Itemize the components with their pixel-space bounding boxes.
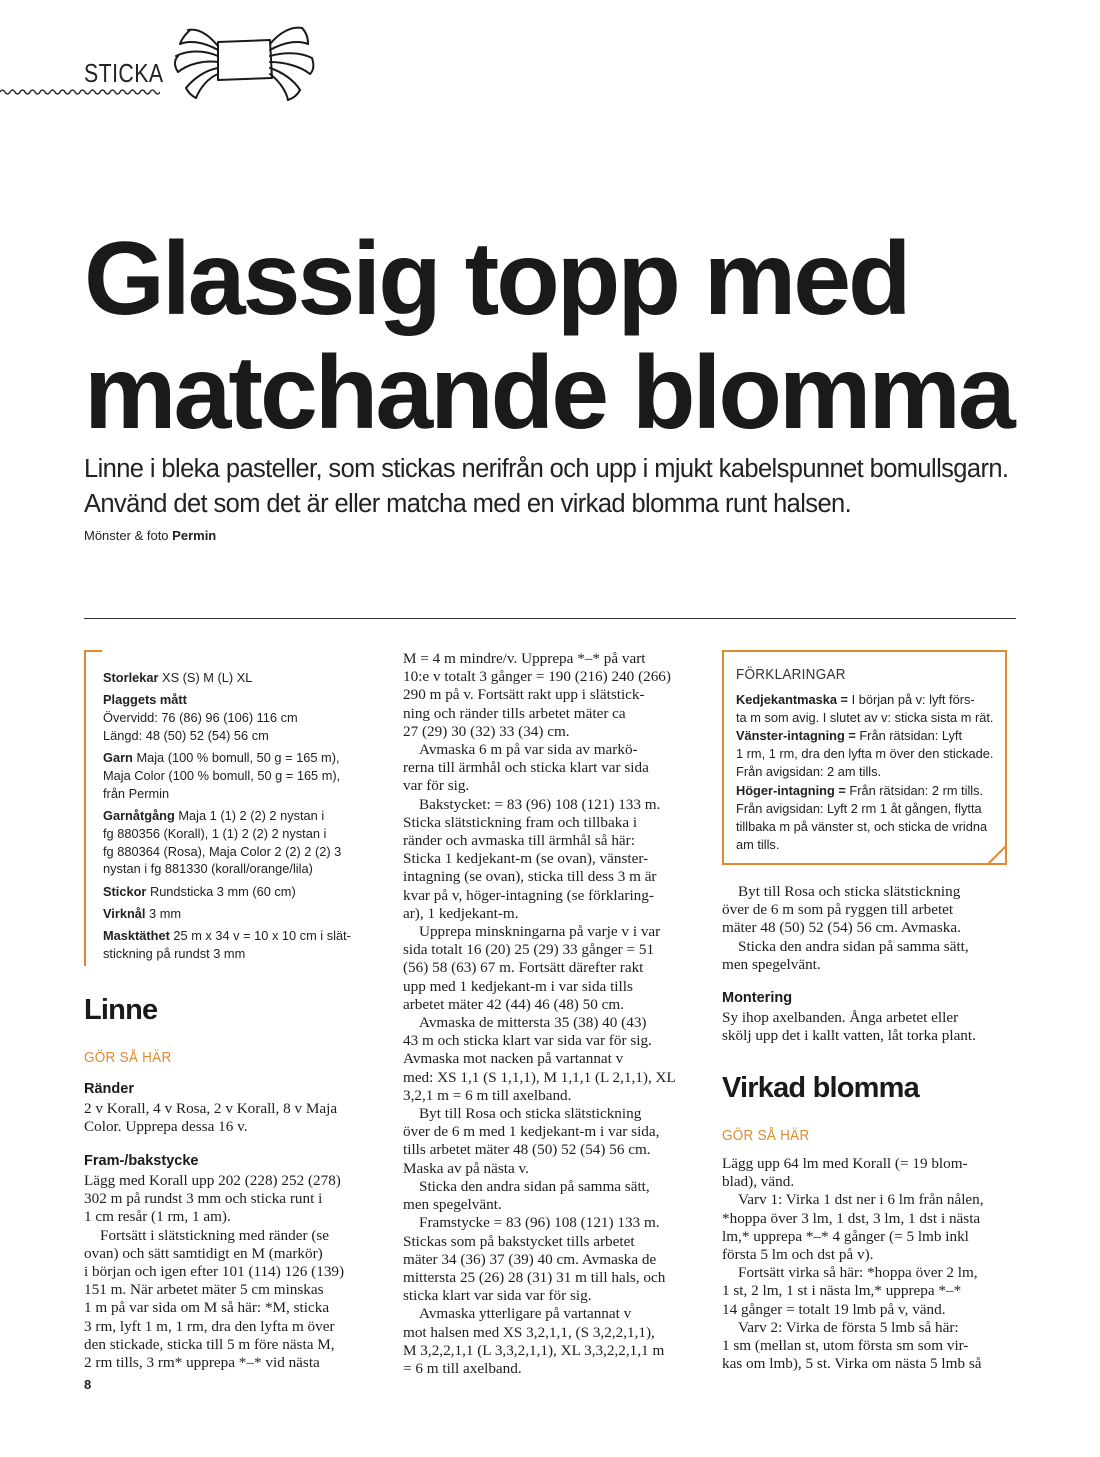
explanation-hoger-intagning: Höger-intagning = Från rätsidan: 2 rm tills. Från avigsidan: Lyft 2 rm 1 åt gången, flytta tillbaka m på vänster st, och sticka de vridna am tills. bbox=[736, 782, 988, 852]
linne-how-to-heading: GÖR SÅ HÄR bbox=[84, 1049, 172, 1066]
stripes-heading: Ränder bbox=[84, 1081, 134, 1097]
title-line: matchande blomma bbox=[84, 335, 1013, 451]
column-3-text: Byt till Rosa och sticka slätstickning över de 6 m som på ryggen till arbetet mäter 48 (50) 52 (54) 56 cm. Avmaska. Sticka den andra sidan på samma sätt, men spegelvänt. bbox=[722, 883, 969, 973]
explanation-kedjekant: Kedjekantmaska = I början på v: lyft förs- ta m som avig. I slutet av v: sticka sista m rät. bbox=[736, 692, 994, 726]
credit-name: Permin bbox=[172, 528, 217, 543]
assembly-text: Sy ihop axelbanden. Ånga arbetet eller skölj upp det i kallt vatten, låt torka plant. bbox=[722, 1009, 976, 1045]
article-credit bbox=[84, 528, 216, 543]
credit-label: Mönster & foto bbox=[84, 528, 169, 543]
page-number: 8 bbox=[84, 1377, 92, 1392]
spec-yarn: Garn Maja (100 % bomull, 50 g = 165 m), Maja Color (100 % bomull, 50 g = 165 m), från Permin bbox=[103, 750, 341, 801]
lead-line: Linne i bleka pasteller, som stickas nerifrån och upp i mjukt kabelspunnet bomullsgarn. bbox=[84, 455, 1009, 483]
wavy-divider bbox=[0, 88, 160, 96]
body-text: Lägg med Korall upp 202 (228) 252 (278) 302 m på rundst 3 mm och sticka runt i 1 cm resår (1 rm, 1 am). Fortsätt i slätstickning med ränder (se ovan) och sätt samtidigt en M (markör) i början och igen efter 101 (114) 126 (139) 151 m. När arbetet mäter 5 cm minskas 1 m på var sida om M så här: *M, sticka 3 rm, lyft 1 m, 1 rm, dra den lyfta m över den stickade, sticka till 5 m före nästa M, 2 rm tills, 3 rm* upprepa *–* vid nästa bbox=[84, 1172, 345, 1372]
flower-text: Lägg upp 64 lm med Korall (= 19 blom- blad), vänd. Varv 1: Virka 1 dst ner i 6 lm från nålen, *hoppa över 3 lm, 1 dst, 3 lm, 1 dst i nästa lm,* upprepa *–* 4 gånger (= 5 lmb inkl första 5 lm och dst på v). Fortsätt virka så här: *hoppa över 2 lm, 1 st, 2 lm, 1 st i nästa lm,* upprepa *–* 14 gånger = totalt 19 lmb på v, vänd. Varv 2: Virka de första 5 lmb så här: 1 sm (mellan st, utom första sm som vir- kas om lmb), 5 st. Virka om nästa 5 lmb så bbox=[722, 1155, 984, 1373]
explanations-title: FÖRKLARINGAR bbox=[736, 666, 846, 683]
spec-hook: Virknål 3 mm bbox=[103, 906, 182, 922]
title-line: Glassig topp med bbox=[84, 221, 909, 337]
spec-sizes: Storlekar XS (S) M (L) XL bbox=[103, 670, 253, 685]
flower-heading: Virkad blomma bbox=[722, 1072, 919, 1104]
spec-yarn-consumption: Garnåtgång Maja 1 (1) 2 (2) 2 nystan i fg 880356 (Korall), 1 (1) 2 (2) 2 nystan i fg 880364 (Rosa), Maja Color 2 (2) 2 (2) 3 nystan i fg 881330 (korall/orange/lila) bbox=[103, 808, 342, 877]
yarn-skein-icon bbox=[160, 20, 320, 110]
explanations-box bbox=[722, 650, 1006, 864]
linne-heading: Linne bbox=[84, 994, 158, 1026]
flower-how-to-heading: GÖR SÅ HÄR bbox=[722, 1127, 810, 1144]
stripes-text: 2 v Korall, 4 v Rosa, 2 v Korall, 8 v Maja Color. Upprepa dessa 16 v. bbox=[84, 1100, 338, 1136]
spec-gauge: Masktäthet 25 m x 34 v = 10 x 10 cm i slät- stickning på rundst 3 mm bbox=[103, 928, 351, 962]
article-lead bbox=[84, 452, 1064, 522]
body-heading: Fram-/bakstycke bbox=[84, 1153, 199, 1169]
section-tag: STICKA bbox=[84, 58, 164, 88]
specs-box bbox=[84, 650, 360, 966]
horizontal-rule bbox=[84, 618, 1016, 619]
article-title bbox=[84, 222, 1044, 450]
specs-box-border bbox=[84, 650, 102, 652]
column-2-text: M = 4 m mindre/v. Upprepa *–* på vart 10:e v totalt 3 gånger = 190 (216) 240 (266) 290 m på v. Fortsätt rakt upp i slätstick- ning och ränder tills arbetet mäter ca 27 (29) 30 (32) 33 (34) cm. Avmaska 6 m på var sida av markö- rerna till ärmhål och sticka klart var sida var för sig. Bakstycket: = 83 (96) 108 (121) 133 m. Sticka slätstickning fram och tillbaka i ränder och avmaska till ärmhål så här: Sticka 1 kedjekant-m (se ovan), vänster- intagning (se ovan), sticka till dess 3 m är kvar på v, höger-intagning (se förklaring- ar), 1 kedjekant-m. Upprepa minskningarna på varje v i var sida totalt 16 (20) 25 (29) 33 gånger = 51 (56) 58 (63) 67 m. Fortsätt därefter rakt upp med 1 kedjekant-m i var sida tills arbetet mäter 42 (44) 46 (48) 50 cm. Avmaska de mittersta 35 (38) 40 (43) 43 m och sticka klart var sida var för sig. Avmaska mot nacken på vartannat v med: XS 1,1 (S 1,1,1), M 1,1,1 (L 2,1,1), XL 3,2,1 m = 6 m till axelband. Byt till Rosa och sticka slätstickning över de 6 m med 1 kedjekant-m i var sida, tills arbetet mäter 48 (50) 52 (54) 56 cm. Maska av på nästa v. Sticka den andra sidan på samma sätt, men spegelvänt. Framstycke = 83 (96) 108 (121) 133 m. Stickas som på bakstycket tills arbetet mäter 34 (36) 37 (39) 40 cm. Avmaska de mittersta 25 (26) 28 (31) 31 m till hals, och sticka klart var sida var för sig. Avmaska ytterligare på vartannat v mot halsen med XS 3,2,1,1, (S 3,2,2,1,1), M 3,2,2,1,1 (L 3,3,2,1,1), XL 3,3,2,2,1,1 m = 6 m till axelband. bbox=[403, 650, 676, 1377]
explanation-vanster-intagning: Vänster-intagning = Från rätsidan: Lyft 1 rm, 1 rm, dra den lyfta m över den stickade. Från avigsidan: 2 am tills. bbox=[736, 728, 994, 780]
spec-needles: Stickor Rundsticka 3 mm (60 cm) bbox=[103, 883, 296, 899]
assembly-heading: Montering bbox=[722, 990, 793, 1006]
lead-line: Använd det som det är eller matcha med en virkad blomma runt halsen. bbox=[84, 490, 852, 518]
specs-box-border bbox=[84, 650, 86, 966]
spec-measures: Plaggets mått Övervidd: 76 (86) 96 (106) 116 cm Längd: 48 (50) 52 (54) 56 cm bbox=[103, 692, 298, 743]
